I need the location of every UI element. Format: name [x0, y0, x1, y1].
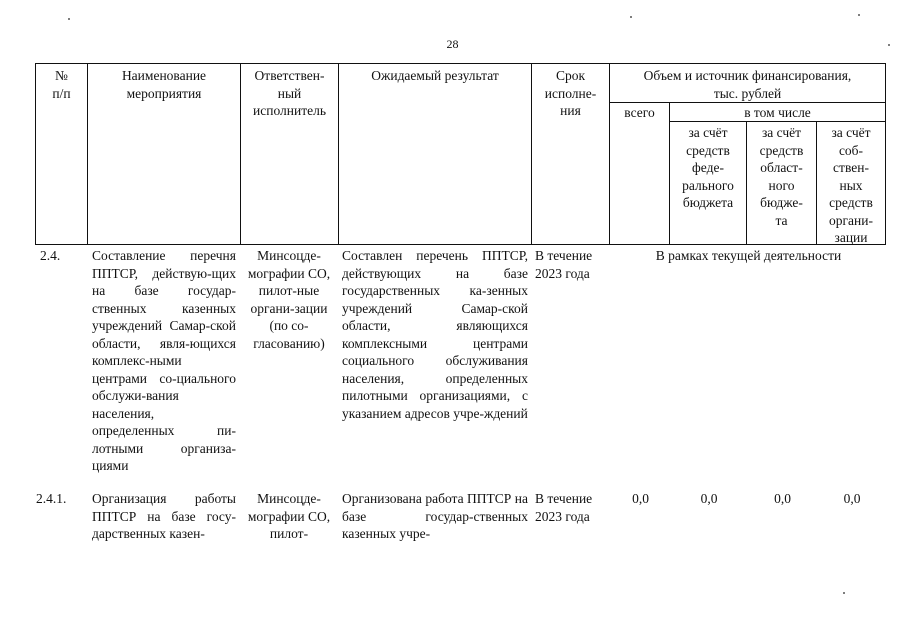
header-executor: Ответствен- ный исполнитель [253, 68, 326, 118]
page-number: 28 [446, 37, 459, 51]
row-num: 2.4.1. [36, 491, 67, 506]
row-regional: 0,0 [774, 491, 791, 506]
header-own: за счёт соб- ствен- ных средств органи- зации [829, 125, 873, 245]
header-regional: за счёт средств област- ного бюдже- та [759, 125, 804, 228]
row-funding-note: В рамках текущей деятельности [655, 248, 842, 263]
scan-speck [68, 18, 70, 20]
header-total: всего [624, 105, 655, 120]
scan-speck [888, 44, 890, 46]
row-num: 2.4. [40, 248, 61, 263]
header-name: Наименование мероприятия [121, 68, 207, 101]
scan-speck [630, 16, 632, 18]
row-total: 0,0 [632, 491, 649, 506]
scan-speck [843, 592, 845, 594]
header-num: № п/п [52, 68, 71, 101]
header-result: Ожидаемый результат [371, 68, 499, 83]
row-name: Составление перечня ППТСР, действую-щих на базе государ-ственных казенных учреждений Самар-ской области, явля-ющихся комплекс-ными центрами со-циального обслужи-вания населения, определенных пи-лотными организа-циями [92, 248, 236, 473]
row-term: В течение 2023 года [535, 491, 593, 524]
row-term: В течение 2023 года [535, 248, 593, 281]
row-name: Организация работы ППТСР на базе госу-дарственных казен- [92, 491, 236, 541]
row-federal: 0,0 [700, 491, 718, 506]
row-executor: Минсоцде-мографии СО, пилот-ные органи-зации (по со-гласованию) [247, 248, 331, 351]
header-federal: за счёт средств феде- рального бюджета [682, 125, 734, 210]
row-own: 0,0 [843, 491, 861, 506]
row-executor: Минсоцде-мографии СО, пилот- [247, 491, 331, 541]
header-funding: Объем и источник финансирования, тыс. рублей [643, 68, 852, 101]
header-term: Срок исполне- ния [544, 68, 597, 118]
row-result: Организована работа ППТСР на базе государ-ственных казенных учре- [342, 491, 528, 541]
scan-speck [858, 14, 860, 16]
row-result: Составлен перечень ППТСР, действующих на базе государственных ка-зенных учреждений Самар-ской области, являющихся комплексными центрами социального обслуживания населения, определенных пилотными организациями, с указанием адресов учре-ждений [342, 248, 528, 421]
header-including: в том числе [744, 105, 811, 120]
